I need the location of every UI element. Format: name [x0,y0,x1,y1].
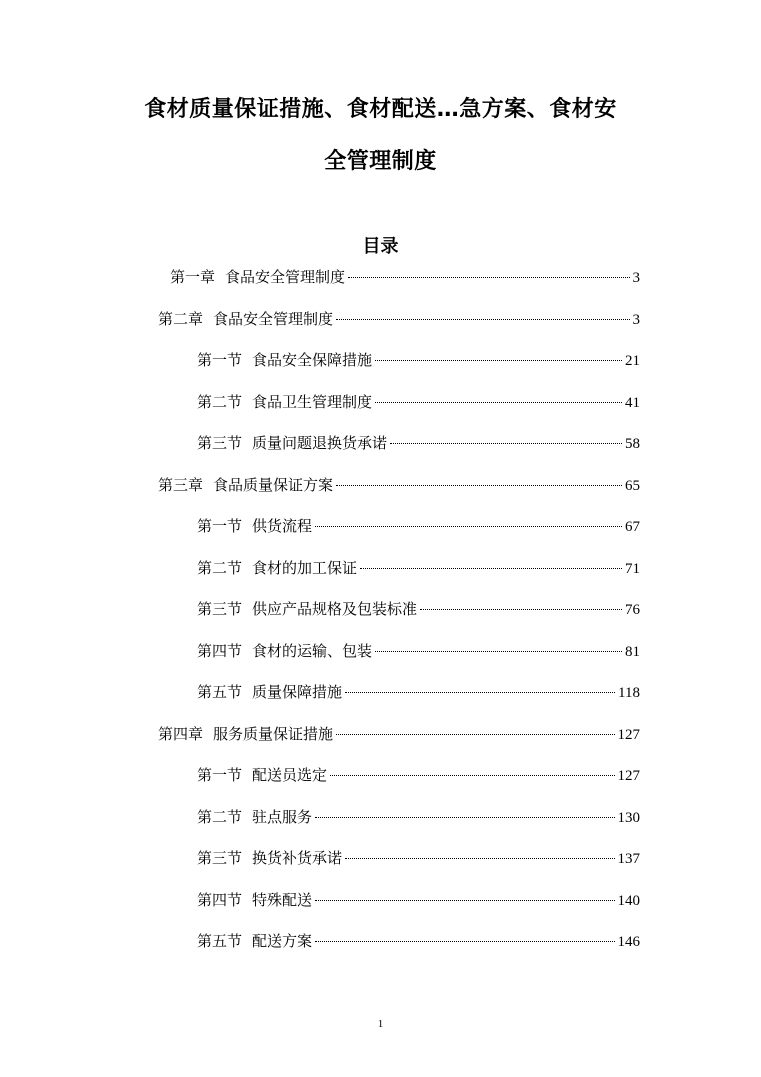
toc-entry[interactable] [197,639,640,663]
toc-entry[interactable] [197,888,640,912]
toc-entry-page: 127 [617,727,640,743]
toc-entry[interactable] [197,348,640,372]
toc-entry[interactable] [197,763,640,787]
dot-leader [336,485,622,486]
toc-entry[interactable] [197,597,640,621]
toc-entry-page: 137 [617,851,640,867]
toc-entry-text: 食品安全管理制度 [225,268,346,286]
page-number: 1 [377,1018,384,1030]
toc-entry-page: 67 [625,519,640,535]
toc-entry-label: 第三节 [197,600,243,618]
toc-entry[interactable] [197,431,640,455]
toc-entry-label: 第二章 [158,310,204,328]
dot-leader [336,319,629,320]
toc-entry-text: 食材的运输、包装 [252,642,373,660]
dot-leader [315,941,614,942]
dot-leader [375,360,622,361]
toc-entry-page: 71 [625,561,640,577]
toc-entry-label: 第五节 [197,932,243,950]
dot-leader [375,402,622,403]
dot-leader [348,277,629,278]
toc-entry-page: 81 [625,644,640,660]
toc-entry-label: 第二节 [197,808,243,826]
toc-entry[interactable] [197,556,640,580]
toc-entry-text: 服务质量保证措施 [213,725,334,743]
document-title-line-1: 食材质量保证措施、食材配送…急方案、食材安 [144,97,617,122]
dot-leader [360,568,622,569]
dot-leader [336,734,614,735]
toc-entry-label: 第四章 [158,725,204,743]
toc-entry[interactable] [197,805,640,829]
toc-entry-page: 140 [617,893,640,909]
toc-entry-text: 特殊配送 [252,891,313,909]
toc-entry-label: 第四节 [197,642,243,660]
toc-entry-text: 食品卫生管理制度 [252,393,373,411]
toc-entry-page: 65 [625,478,640,494]
toc-entry-text: 供货流程 [252,517,313,535]
toc-entry[interactable] [158,473,640,497]
toc-entry[interactable] [197,514,640,538]
toc-entry-text: 配送员选定 [252,766,328,784]
toc-entry-label: 第一节 [197,517,243,535]
dot-leader [315,526,622,527]
dot-leader [390,443,622,444]
toc-entry-text: 配送方案 [252,932,313,950]
toc-entry-text: 质量问题退换货承诺 [252,434,388,452]
toc-entry-page: 58 [625,436,640,452]
document-title-line-2: 全管理制度 [324,149,437,174]
toc-entry-page: 76 [625,602,640,618]
toc-entry-page: 3 [632,312,640,328]
toc-entry-label: 第一节 [197,351,243,369]
toc-entry-page: 3 [632,270,640,286]
toc-entry-text: 食品质量保证方案 [213,476,334,494]
dot-leader [345,692,615,693]
toc-entry-page: 127 [617,768,640,784]
toc-entry-label: 第四节 [197,891,243,909]
toc-entry-label: 第三节 [197,849,243,867]
toc-entry-label: 第三章 [158,476,204,494]
toc-entry-text: 食品安全管理制度 [213,310,334,328]
toc-entry-text: 驻点服务 [252,808,313,826]
dot-leader [375,651,622,652]
toc-entry-text: 质量保障措施 [252,683,343,701]
dot-leader [330,775,614,776]
toc-entry[interactable] [197,680,640,704]
dot-leader [420,609,622,610]
toc-entry[interactable] [197,929,640,953]
toc-entry-label: 第二节 [197,393,243,411]
toc-entry-text: 换货补货承诺 [252,849,343,867]
toc-entry-page: 130 [617,810,640,826]
toc-entry-page: 41 [625,395,640,411]
dot-leader [315,900,614,901]
toc-entry-text: 食品安全保障措施 [252,351,373,369]
toc-entry-label: 第一节 [197,766,243,784]
toc-entry[interactable] [170,265,640,289]
toc-entry-label: 第三节 [197,434,243,452]
toc-entry[interactable] [158,722,640,746]
toc-entry-label: 第二节 [197,559,243,577]
toc-heading: 目录 [362,236,399,257]
toc-entry-label: 第五节 [197,683,243,701]
toc-entry-page: 146 [617,934,640,950]
dot-leader [315,817,614,818]
toc-entry-page: 118 [618,685,640,701]
toc-entry-text: 供应产品规格及包装标准 [252,600,418,618]
toc-entry-page: 21 [625,353,640,369]
toc-entry-label: 第一章 [170,268,216,286]
toc-entry[interactable] [158,307,640,331]
toc-entry-text: 食材的加工保证 [252,559,358,577]
toc-entry[interactable] [197,390,640,414]
dot-leader [345,858,614,859]
toc-entry[interactable] [197,846,640,870]
